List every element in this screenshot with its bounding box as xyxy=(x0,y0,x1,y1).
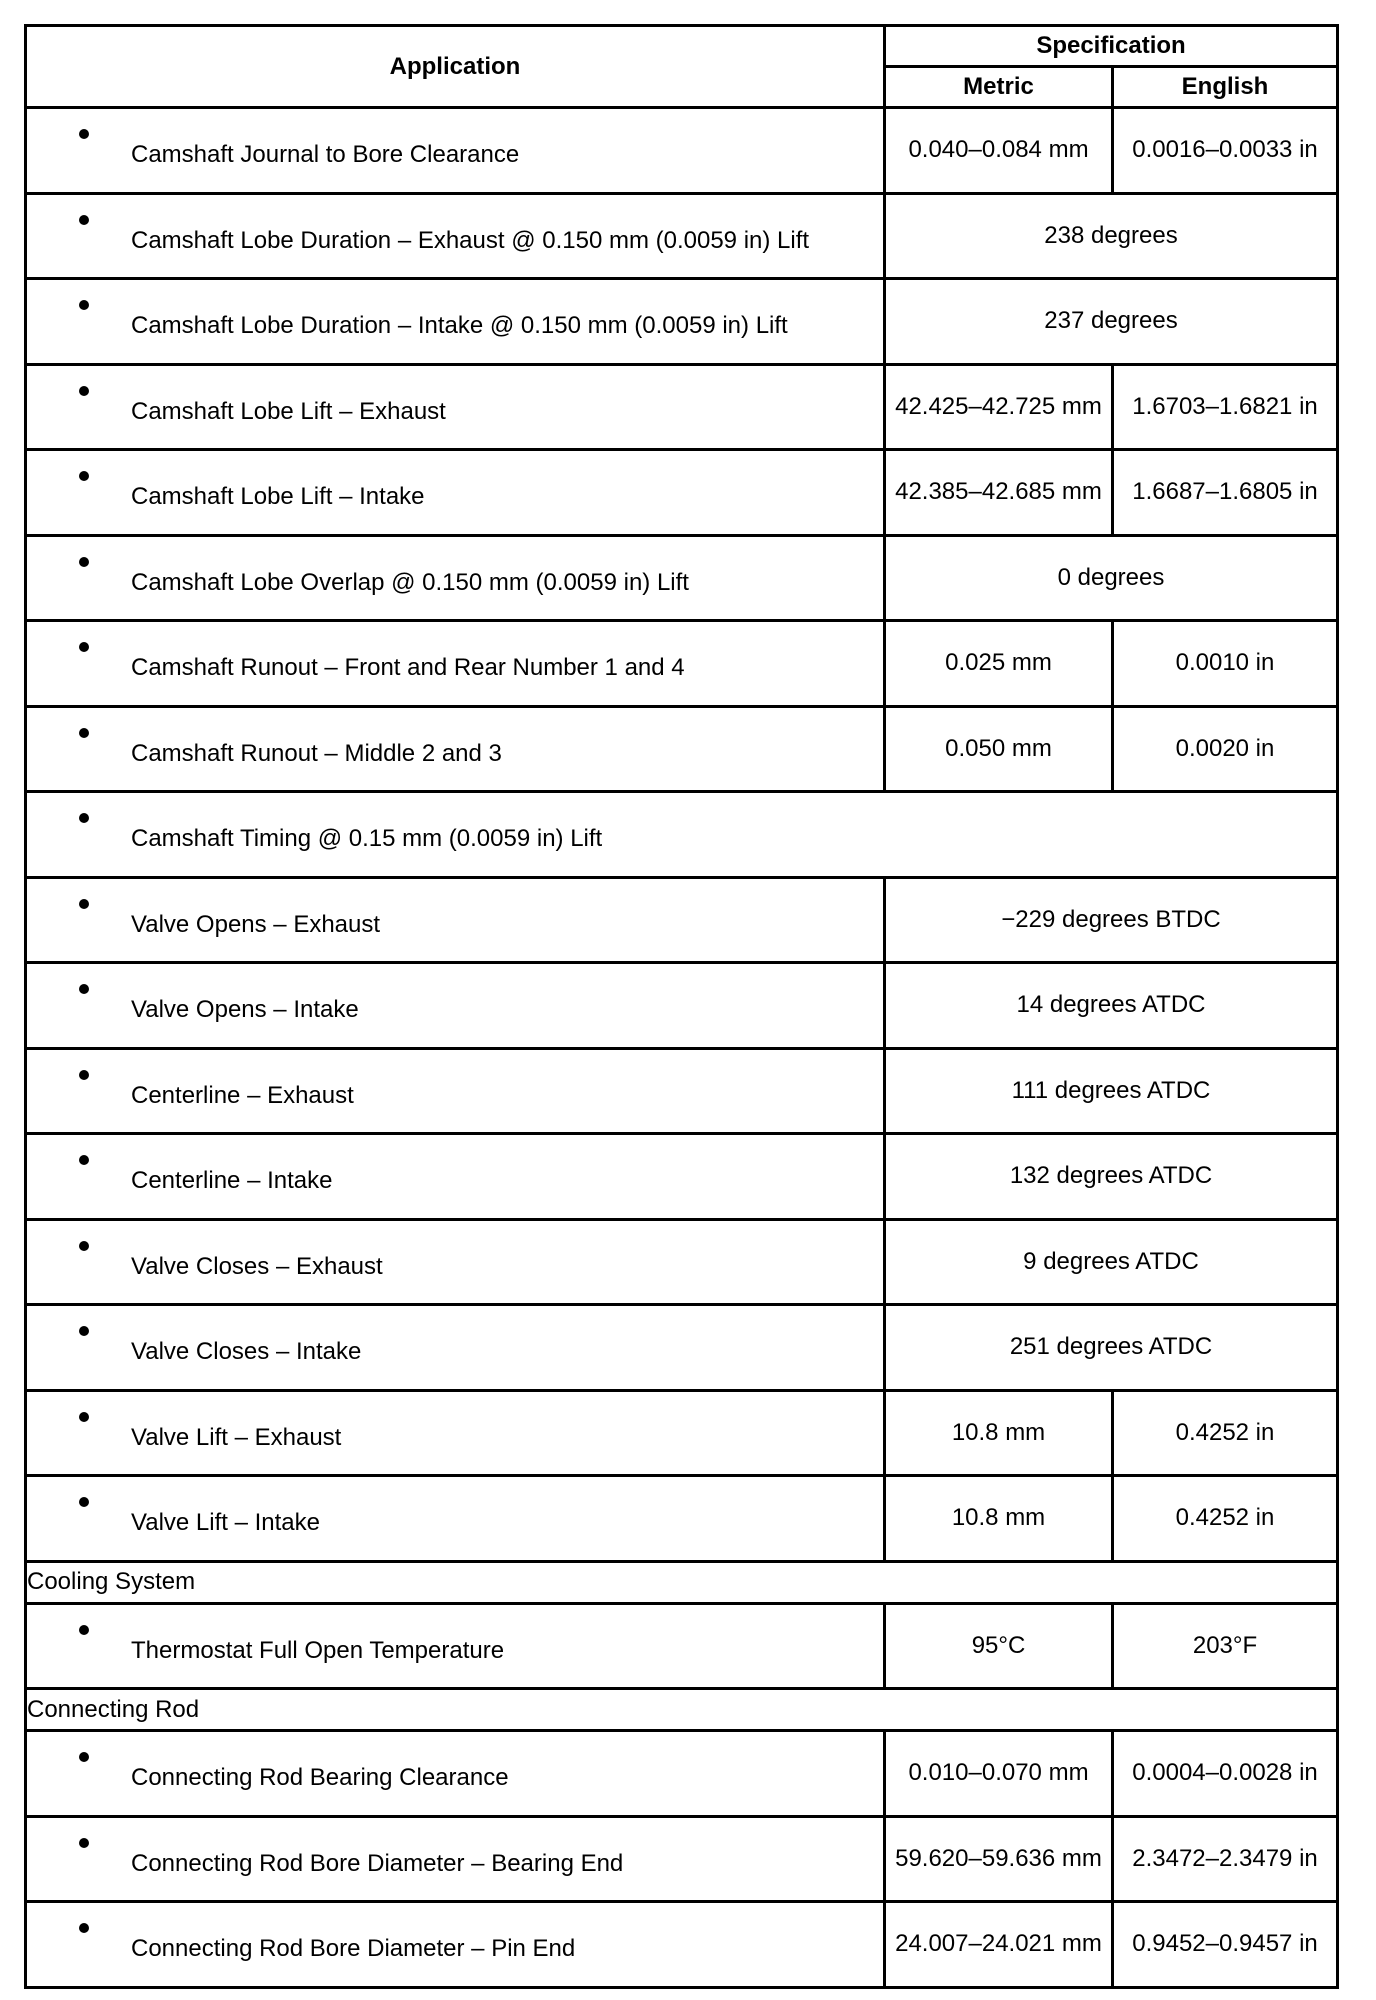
table-row xyxy=(26,1476,1338,1562)
bullet-icon xyxy=(79,1752,89,1762)
bullet-icon xyxy=(79,386,89,396)
spec-value: 0 degrees xyxy=(885,535,1338,621)
application-cell xyxy=(26,1476,885,1562)
metric-value: 0.025 mm xyxy=(885,621,1113,707)
application-cell xyxy=(26,877,885,963)
table-row xyxy=(26,193,1338,279)
connecting-rod-heading: Connecting Rod xyxy=(26,1689,1338,1731)
metric-header: Metric xyxy=(885,67,1113,108)
spec-value: 9 degrees ATDC xyxy=(885,1219,1338,1305)
table-row xyxy=(26,1603,1338,1689)
bullet-icon xyxy=(79,728,89,738)
row-label: Valve Closes – Intake xyxy=(131,1338,362,1366)
row-label: Valve Opens – Intake xyxy=(131,996,359,1024)
bullet-icon xyxy=(79,300,89,310)
metric-value: 0.050 mm xyxy=(885,706,1113,792)
application-cell xyxy=(26,792,1338,878)
english-header: English xyxy=(1113,67,1338,108)
bullet-icon xyxy=(79,129,89,139)
row-label: Camshaft Lobe Lift – Exhaust xyxy=(131,397,446,425)
specification-header: Specification xyxy=(885,26,1338,67)
spec-value: 237 degrees xyxy=(885,279,1338,365)
table-row xyxy=(26,535,1338,621)
english-value: 0.0004–0.0028 in xyxy=(1113,1731,1338,1817)
spec-value: 238 degrees xyxy=(885,193,1338,279)
table-row xyxy=(26,1048,1338,1134)
metric-value: 59.620–59.636 mm xyxy=(885,1816,1113,1902)
application-cell xyxy=(26,1134,885,1220)
application-cell xyxy=(26,1390,885,1476)
table-row xyxy=(26,706,1338,792)
row-label: Camshaft Lobe Overlap @ 0.150 mm (0.0059 in) Lift xyxy=(131,568,689,596)
row-label: Camshaft Runout – Front and Rear Number 1 and 4 xyxy=(131,654,685,682)
metric-value: 24.007–24.021 mm xyxy=(885,1902,1113,1988)
english-value: 0.4252 in xyxy=(1113,1476,1338,1562)
application-cell xyxy=(26,1048,885,1134)
application-cell xyxy=(26,279,885,365)
table-row xyxy=(26,450,1338,536)
table-row xyxy=(26,1390,1338,1476)
row-label: Camshaft Timing @ 0.15 mm (0.0059 in) Lift xyxy=(131,825,603,853)
application-cell xyxy=(26,621,885,707)
english-value: 0.0010 in xyxy=(1113,621,1338,707)
row-label: Centerline – Intake xyxy=(131,1167,333,1195)
bullet-icon xyxy=(79,1497,89,1507)
bullet-icon xyxy=(79,1412,89,1422)
table-row xyxy=(26,364,1338,450)
specification-table xyxy=(24,24,1339,1989)
english-value: 2.3472–2.3479 in xyxy=(1113,1816,1338,1902)
application-cell xyxy=(26,1219,885,1305)
english-value: 203°F xyxy=(1113,1603,1338,1689)
table-row xyxy=(26,1731,1338,1817)
metric-value: 10.8 mm xyxy=(885,1476,1113,1562)
english-value: 1.6703–1.6821 in xyxy=(1113,364,1338,450)
row-label: Camshaft Runout – Middle 2 and 3 xyxy=(131,739,502,767)
table-row xyxy=(26,1816,1338,1902)
bullet-icon xyxy=(79,899,89,909)
application-cell xyxy=(26,193,885,279)
application-cell xyxy=(26,1816,885,1902)
row-label: Centerline – Exhaust xyxy=(131,1081,354,1109)
row-label: Camshaft Lobe Lift – Intake xyxy=(131,483,425,511)
bullet-icon xyxy=(79,1625,89,1635)
table-row xyxy=(26,1305,1338,1391)
english-value: 0.9452–0.9457 in xyxy=(1113,1902,1338,1988)
spec-value: 132 degrees ATDC xyxy=(885,1134,1338,1220)
spec-value: 14 degrees ATDC xyxy=(885,963,1338,1049)
section-row xyxy=(26,1689,1338,1731)
table-row xyxy=(26,963,1338,1049)
row-label: Connecting Rod Bearing Clearance xyxy=(131,1764,509,1792)
bullet-icon xyxy=(79,471,89,481)
bullet-icon xyxy=(79,215,89,225)
spec-value: −229 degrees BTDC xyxy=(885,877,1338,963)
table-row xyxy=(26,1134,1338,1220)
spec-value: 111 degrees ATDC xyxy=(885,1048,1338,1134)
metric-value: 0.010–0.070 mm xyxy=(885,1731,1113,1817)
table-row xyxy=(26,792,1338,878)
bullet-icon xyxy=(79,1155,89,1165)
table-row xyxy=(26,279,1338,365)
bullet-icon xyxy=(79,1241,89,1251)
metric-value: 95°C xyxy=(885,1603,1113,1689)
bullet-icon xyxy=(79,813,89,823)
table-row xyxy=(26,1219,1338,1305)
row-label: Camshaft Lobe Duration – Intake @ 0.150 mm (0.0059 in) Lift xyxy=(131,312,788,340)
row-label: Valve Closes – Exhaust xyxy=(131,1252,383,1280)
bullet-icon xyxy=(79,984,89,994)
bullet-icon xyxy=(79,1070,89,1080)
metric-value: 0.040–0.084 mm xyxy=(885,108,1113,194)
row-label: Thermostat Full Open Temperature xyxy=(131,1636,505,1664)
spec-value: 251 degrees ATDC xyxy=(885,1305,1338,1391)
bullet-icon xyxy=(79,1923,89,1933)
row-label: Valve Lift – Exhaust xyxy=(131,1423,342,1451)
row-label: Valve Lift – Intake xyxy=(131,1509,320,1537)
application-cell xyxy=(26,108,885,194)
table-row xyxy=(26,877,1338,963)
application-cell xyxy=(26,706,885,792)
application-cell xyxy=(26,450,885,536)
application-header: Application xyxy=(26,26,885,108)
section-row xyxy=(26,1561,1338,1603)
english-value: 0.0016–0.0033 in xyxy=(1113,108,1338,194)
table-row xyxy=(26,1902,1338,1988)
row-label: Valve Opens – Exhaust xyxy=(131,910,381,938)
application-cell xyxy=(26,1731,885,1817)
bullet-icon xyxy=(79,1838,89,1848)
table-row xyxy=(26,621,1338,707)
table-row xyxy=(26,108,1338,194)
application-cell xyxy=(26,535,885,621)
application-cell xyxy=(26,1902,885,1988)
metric-value: 42.425–42.725 mm xyxy=(885,364,1113,450)
bullet-icon xyxy=(79,642,89,652)
application-cell xyxy=(26,1603,885,1689)
row-label: Connecting Rod Bore Diameter – Pin End xyxy=(131,1935,576,1963)
row-label: Camshaft Journal to Bore Clearance xyxy=(131,141,520,169)
english-value: 0.4252 in xyxy=(1113,1390,1338,1476)
metric-value: 10.8 mm xyxy=(885,1390,1113,1476)
english-value: 1.6687–1.6805 in xyxy=(1113,450,1338,536)
cooling-system-heading: Cooling System xyxy=(26,1561,1338,1603)
row-label: Camshaft Lobe Duration – Exhaust @ 0.150 mm (0.0059 in) Lift xyxy=(131,226,810,254)
bullet-icon xyxy=(79,1326,89,1336)
application-cell xyxy=(26,364,885,450)
metric-value: 42.385–42.685 mm xyxy=(885,450,1113,536)
row-label: Connecting Rod Bore Diameter – Bearing End xyxy=(131,1849,624,1877)
application-cell xyxy=(26,963,885,1049)
english-value: 0.0020 in xyxy=(1113,706,1338,792)
bullet-icon xyxy=(79,557,89,567)
application-cell xyxy=(26,1305,885,1391)
